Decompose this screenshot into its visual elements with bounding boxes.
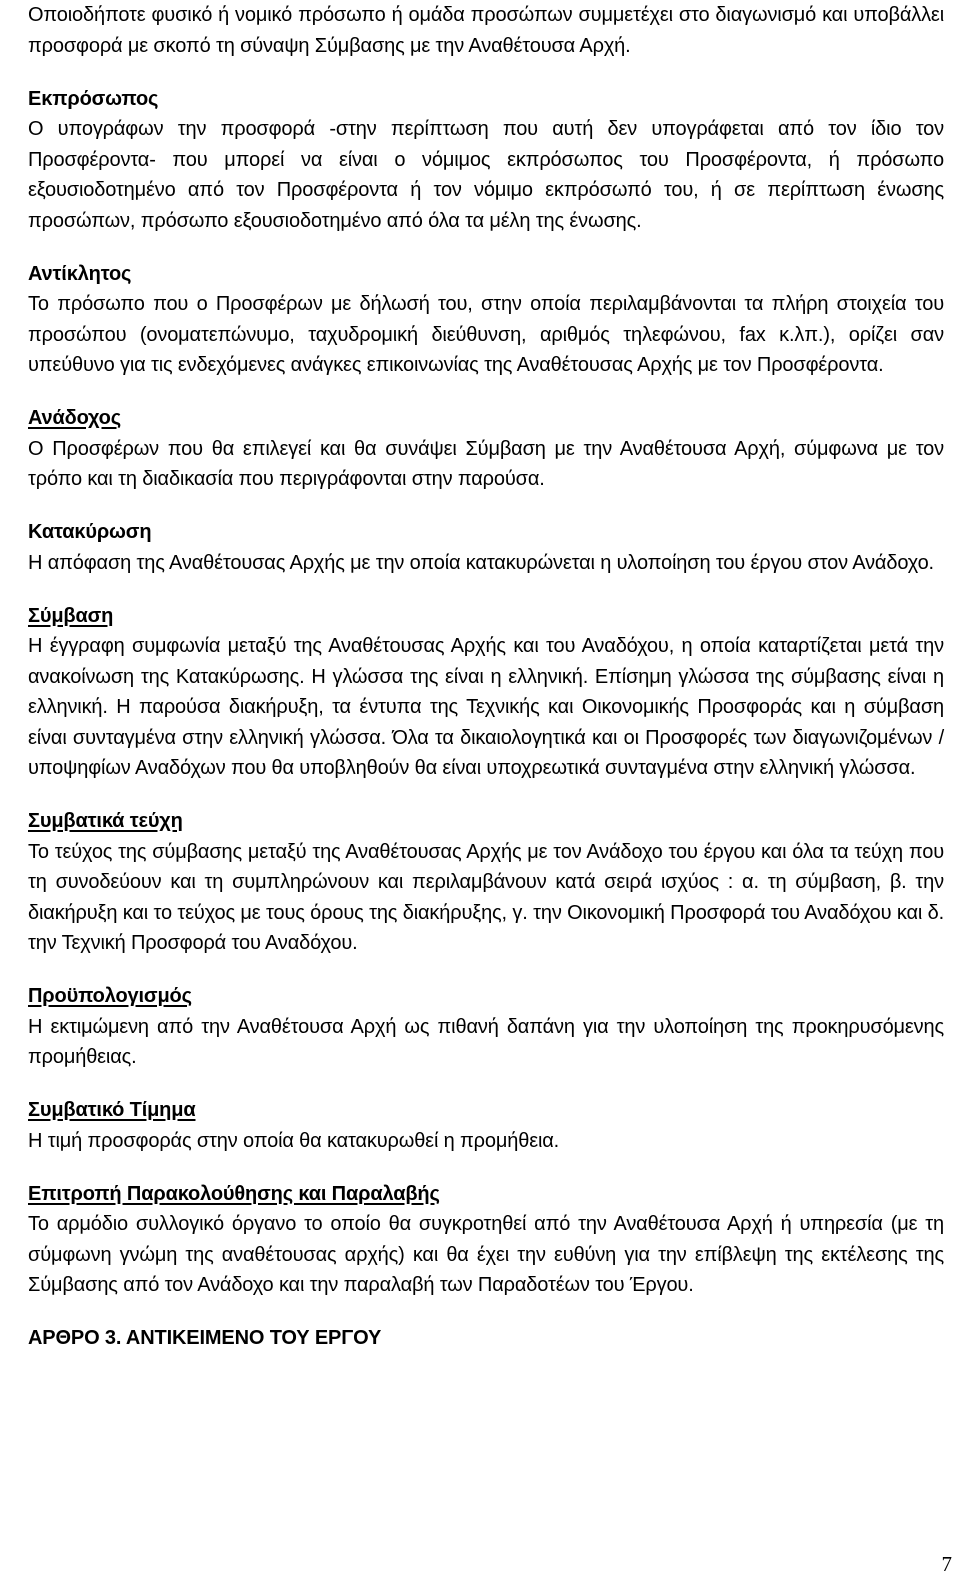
definition-representative (28, 84, 944, 237)
definition-text: Το πρόσωπο που ο Προσφέρων με δήλωσή του, στην οποία περιλαμβάνονται τα πλήρη στοιχεία του προσώπου (ονοματεπώνυμο, ταχυδρομική διεύθυνση, αριθμός τηλεφώνου, fax κ.λπ.), ορίζει σαν υπεύθυνο για τις ενδεχόμενες ανάγκες επικοινωνίας της Αναθέτουσας Αρχής με τον Προσφέροντα. (28, 293, 944, 376)
definition-text: Η εκτιμώμενη από την Αναθέτουσα Αρχή ως πιθανή δαπάνη για την υλοποίηση της προκηρυσόμενης προμήθειας. (28, 1015, 944, 1068)
term-heading: Αντίκλητος (28, 262, 132, 285)
definition-contract-documents (28, 806, 944, 959)
term-heading: Ανάδοχος (28, 407, 121, 429)
definition-contract-price (28, 1095, 944, 1156)
definition-text: Η απόφαση της Αναθέτουσας Αρχής με την οποία κατακυρώνεται η υλοποίηση του έργου στον Ανάδοχο. (28, 551, 934, 574)
term-heading: Κατακύρωση (28, 521, 152, 543)
page-number: 7 (941, 1552, 952, 1576)
definition-text: Ο υπογράφων την προσφορά -στην περίπτωση που αυτή δεν υπογράφεται από τον ίδιο τον Προσφέροντα- που μπορεί να είναι ο νόμιμος εκπρόσωπος του Προσφέροντα, ή πρόσωπο εξουσιοδοτημένο από τον Προσφέροντα ή τον νόμιμο εκπρόσωπό του, ή σε περίπτωση ένωσης προσώπων, πρόσωπο εξουσιοδοτημένο από όλα τα μέλη της ένωσης. (28, 118, 944, 232)
definition-contractor (28, 403, 944, 495)
term-heading: Συμβατικά τεύχη (28, 810, 183, 832)
definition-agent (28, 259, 944, 381)
definition-text: Το αρμόδιο συλλογικό όργανο το οποίο θα συγκροτηθεί από την Αναθέτουσα Αρχή ή υπηρεσία (με τη σύμφωνη γνώμη της αναθέτουσας αρχής) και θα έχει την ευθύνη για την επίβλεψη της εκτέλεσης της Σύμβασης από τον Ανάδοχο και την παραλαβή των Παραδοτέων του Έργου. (28, 1213, 944, 1296)
definition-committee (28, 1179, 944, 1301)
term-heading: Εκπρόσωπος (28, 87, 159, 110)
definition-text: Το τεύχος της σύμβασης μεταξύ της Αναθέτουσας Αρχής με τον Ανάδοχο του έργου και όλα τα τεύχη που τη συνοδεύουν και τη συμπληρώνουν και περιλαμβάνουν κατά σειρά ισχύος : α. τη σύμβαση, β. την διακήρυξη και το τεύχος με τους όρους της διακήρυξης, γ. την Οικονομική Προσφορά του Αναδόχου και δ. την Τεχνική Προσφορά του Αναδόχου. (28, 840, 944, 954)
term-heading: Σύμβαση (28, 604, 114, 627)
definition-text: Η έγγραφη συμφωνία μεταξύ της Αναθέτουσας Αρχής και του Αναδόχου, η οποία καταρτίζεται μετά την ανακοίνωση της Κατακύρωσης. Η γλώσσα της είναι η ελληνική. Επίσημη γλώσσα της σύμβασης είναι η ελληνική. Η παρούσα διακήρυξη, τα έντυπα της Τεχνικής και Οικονομικής Προσφοράς και η σύμβαση είναι συνταγμένα στην ελληνική γλώσσα. Όλα τα δικαιολογητικά και οι Προσφορές των διαγωνιζομένων / υποψηφίων Αναδόχων που θα υποβληθούν θα είναι υποχρεωτικά συνταγμένα στην ελληνική γλώσσα. (28, 635, 944, 779)
definition-award (28, 517, 944, 578)
definition-contract (28, 601, 944, 784)
definition-text: Η τιμή προσφοράς στην οποία θα κατακυρωθεί η προμήθεια. (28, 1129, 560, 1152)
term-heading: Προϋπολογισμός (28, 985, 192, 1007)
definition-budget (28, 981, 944, 1073)
article-title: ΑΡΘΡΟ 3. ΑΝΤΙΚΕΙΜΕΝΟ ΤΟΥ ΕΡΓΟΥ (28, 1327, 382, 1349)
term-heading: Επιτροπή Παρακολούθησης και Παραλαβής (28, 1182, 440, 1205)
intro-section (28, 0, 944, 61)
intro-paragraph: Οποιοδήποτε φυσικό ή νομικό πρόσωπο ή ομάδα προσώπων συμμετέχει στο διαγωνισμό και υποβάλλει προσφορά με σκοπό τη σύναψη Σύμβασης με την Αναθέτουσα Αρχή. (28, 4, 944, 57)
definition-text: Ο Προσφέρων που θα επιλεγεί και θα συνάψει Σύμβαση με την Αναθέτουσα Αρχή, σύμφωνα με τον τρόπο και τη διαδικασία που περιγράφονται στην παρούσα. (28, 437, 944, 490)
term-heading: Συμβατικό Τίμημα (28, 1099, 196, 1121)
document-body (28, 0, 944, 1354)
